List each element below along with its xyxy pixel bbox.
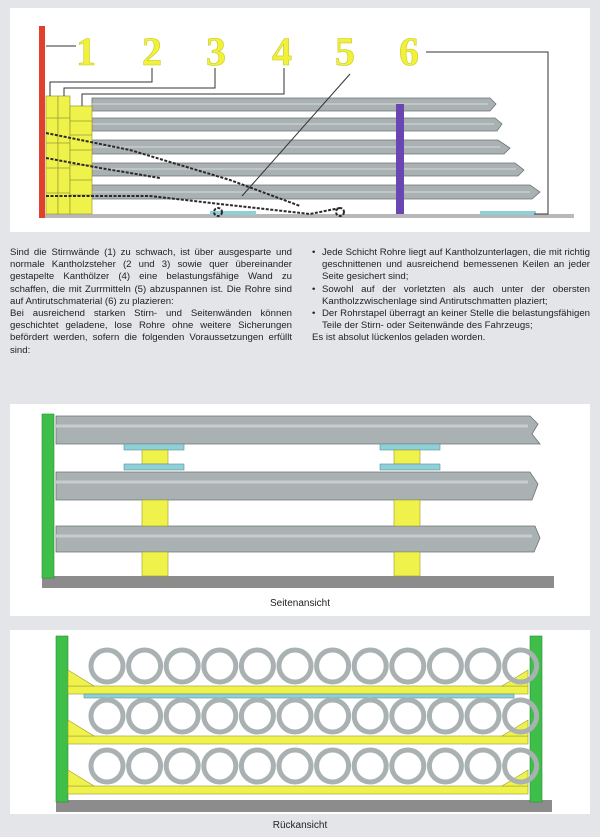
side-wall-left xyxy=(56,636,68,802)
pipe-rings xyxy=(91,650,537,782)
caption-rear-view: Rückansicht xyxy=(272,820,328,831)
label-2: 2 xyxy=(142,29,162,74)
pipe-ring xyxy=(166,750,198,782)
list-item: • Der Rohrstapel überragt an keiner Stelle die belastungsfähigen Teile der Stirn- oder Seitenwände des Fahrzeugs; xyxy=(312,308,590,332)
front-wall xyxy=(39,26,45,218)
timber-supports xyxy=(124,444,440,576)
pipe-ring xyxy=(129,700,161,732)
pipe-ring xyxy=(429,700,461,732)
side-view-diagram xyxy=(10,404,590,616)
anti-slip-mat xyxy=(210,211,256,215)
pipe-ring xyxy=(467,650,499,682)
truck-floor xyxy=(42,576,554,588)
pipe-ring xyxy=(241,650,273,682)
paragraph-conditions: Bei ausreichend starken Stirn- und Seitenwänden können geschichtet geladene, lose Rohre ohne weitere Sicherungen befördert werden, sofern die folgenden Voraussetzungen erfüllt sind: xyxy=(10,308,292,356)
loading-diagram-top xyxy=(10,8,590,232)
pipe-layers xyxy=(56,416,540,552)
pipe-ring xyxy=(204,750,236,782)
pipe-ring xyxy=(91,700,123,732)
pipe-ring xyxy=(392,750,424,782)
pipe-ring xyxy=(91,650,123,682)
pipe-ring xyxy=(279,650,311,682)
pipe-ring xyxy=(166,700,198,732)
anti-slip-mat xyxy=(480,211,536,215)
pipe-ring xyxy=(392,700,424,732)
pipe-ring xyxy=(279,700,311,732)
label-3: 3 xyxy=(206,29,226,74)
pipe-ring xyxy=(317,650,349,682)
pipe-ring xyxy=(429,650,461,682)
pipe-ring xyxy=(317,700,349,732)
pipe-ring xyxy=(429,750,461,782)
pipe-ring xyxy=(279,750,311,782)
pipe-ring xyxy=(354,700,386,732)
top-figure-panel xyxy=(10,8,590,232)
truck-floor xyxy=(56,800,552,812)
pipe-ring xyxy=(166,650,198,682)
pipe-ring xyxy=(129,750,161,782)
label-5: 5 xyxy=(335,29,355,74)
text-column-right xyxy=(312,247,590,345)
pipe-ring xyxy=(467,700,499,732)
pipe-ring xyxy=(241,750,273,782)
label-1: 1 xyxy=(76,29,96,74)
list-item: • Jede Schicht Rohre liegt auf Kantholzunterlagen, die mit richtig geschnittenen und ausreichend bemessenen Keilen an jeder Seite gesichert sind; xyxy=(312,247,590,284)
pipe-ring xyxy=(354,650,386,682)
pipe-band xyxy=(396,104,404,214)
pipe-ring xyxy=(129,650,161,682)
pipe-ring xyxy=(91,750,123,782)
pipe-ring xyxy=(204,650,236,682)
pipe-ring xyxy=(241,700,273,732)
rear-view-diagram xyxy=(10,630,590,814)
closing-statement: Es ist absolut lückenlos geladen worden. xyxy=(312,332,486,344)
pipe-ring xyxy=(354,750,386,782)
side-view-panel xyxy=(10,404,590,616)
pipe-ring xyxy=(467,750,499,782)
pipe-ring xyxy=(392,650,424,682)
rear-view-panel xyxy=(10,630,590,814)
paragraph-walls: Sind die Stirnwände (1) zu schwach, ist über ausgesparte und normale Kantholzsteher (2 und 3) sowie quer übereinander gestapelte Kanthölzer (4) eine belastungsfähige Wand zu schaffen, die mit Zurrmitteln (5) abzuspannen ist. Die Rohre sind auf Antirutschmaterial (6) zu plazieren: xyxy=(10,247,292,307)
pipe-ring xyxy=(317,750,349,782)
label-4: 4 xyxy=(272,29,292,74)
conditions-list xyxy=(312,247,590,332)
caption-side-view: Seitenansicht xyxy=(269,598,331,609)
front-wall xyxy=(42,414,54,578)
pipe-ring xyxy=(204,700,236,732)
label-6: 6 xyxy=(399,29,419,74)
text-column-left xyxy=(10,247,292,357)
list-item: • Sowohl auf der vorletzten als auch unter der obersten Kantholzzwischenlage sind Antirutschmatten plaziert; xyxy=(312,284,590,308)
